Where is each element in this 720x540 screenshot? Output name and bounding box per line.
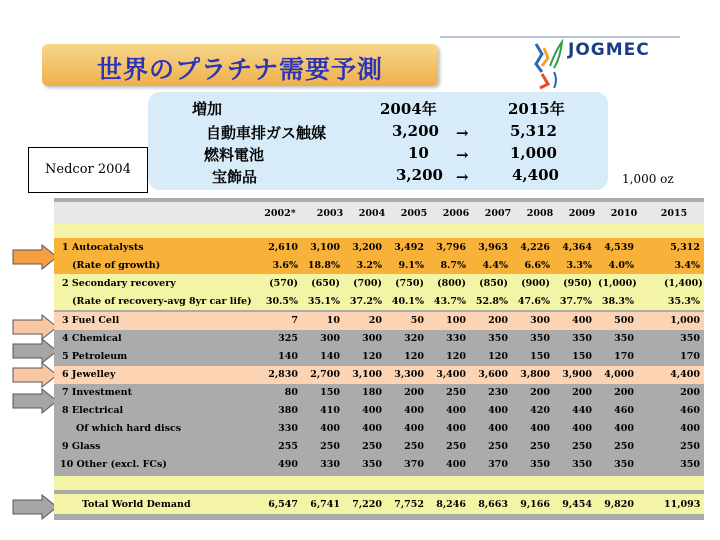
row-label: 7 Investment <box>62 387 132 398</box>
table-cell: 52.8% <box>475 296 508 307</box>
table-cell: (750) <box>395 278 424 289</box>
row-label: 5 Petroleum <box>62 351 128 362</box>
table-cell: 350 <box>614 333 634 344</box>
table-cell: 250 <box>446 441 466 452</box>
table-cell: 5,312 <box>670 242 700 253</box>
table-cell: 9,166 <box>520 499 550 510</box>
table-cell: 400 <box>614 423 634 434</box>
table-cell: 120 <box>362 351 382 362</box>
row-label: Total World Demand <box>82 499 191 510</box>
logo-mark-icon <box>528 36 568 90</box>
table-cell: 400 <box>320 423 340 434</box>
table-cell: 4,539 <box>604 242 634 253</box>
table-cell: 350 <box>614 459 634 470</box>
table-cell: 10 <box>326 315 340 326</box>
table-cell: 100 <box>446 315 466 326</box>
row-markers <box>12 244 58 534</box>
row-label: 9 Glass <box>62 441 101 452</box>
table-cell: 370 <box>404 459 424 470</box>
arrow-marker-icon <box>12 388 58 414</box>
table-cell: 300 <box>362 333 382 344</box>
table-cell: 250 <box>614 441 634 452</box>
table-cell: 350 <box>680 333 700 344</box>
arrow-marker-icon <box>12 244 58 270</box>
table-cell: 400 <box>680 423 700 434</box>
table-cell: 400 <box>404 405 424 416</box>
table-cell: 200 <box>488 315 508 326</box>
year-header: 2009 <box>568 208 596 219</box>
table-cell: 350 <box>530 459 550 470</box>
value-2015: 5,312 <box>510 122 557 140</box>
summary-item: 自動車排ガス触媒 <box>206 124 327 142</box>
row-label: 8 Electrical <box>62 405 124 416</box>
table-cell: 200 <box>530 387 550 398</box>
table-cell: 400 <box>572 423 592 434</box>
table-cell: 1,000 <box>670 315 700 326</box>
arrow: → <box>456 146 469 164</box>
table-cell: (850) <box>479 278 508 289</box>
table-cell: (900) <box>521 278 550 289</box>
table-cell: 8.7% <box>440 260 466 271</box>
year-header: 2010 <box>610 208 638 219</box>
table-cell: 370 <box>488 459 508 470</box>
table-cell: 250 <box>488 441 508 452</box>
table-cell: 140 <box>320 351 340 362</box>
value-2015: 4,400 <box>512 166 559 184</box>
col-2004-header: 2004年 <box>380 100 437 118</box>
page-title: 世界のプラチナ需要予測 <box>96 55 383 84</box>
demand-table <box>54 198 704 520</box>
table-cell: 3,100 <box>310 242 340 253</box>
table-cell: 120 <box>446 351 466 362</box>
arrow: → <box>456 124 469 142</box>
table-cell: (1,000) <box>598 278 637 289</box>
table-cell: 330 <box>278 423 298 434</box>
table-cell: 350 <box>530 333 550 344</box>
table-cell: 410 <box>320 405 340 416</box>
table-cell: 150 <box>320 387 340 398</box>
table-cell: 320 <box>404 333 424 344</box>
table-cell: 350 <box>362 459 382 470</box>
table-cell: 200 <box>614 387 634 398</box>
year-header: 2005 <box>400 208 428 219</box>
table-cell: 37.2% <box>349 296 382 307</box>
table-cell: 3.4% <box>674 260 700 271</box>
arrow: → <box>456 168 469 186</box>
table-cell: 4,364 <box>562 242 592 253</box>
table-cell: 250 <box>530 441 550 452</box>
table-cell: 460 <box>614 405 634 416</box>
table-cell: 230 <box>488 387 508 398</box>
table-cell: 2,610 <box>268 242 298 253</box>
table-cell: 47.6% <box>517 296 550 307</box>
table-cell: 3,963 <box>478 242 508 253</box>
table-cell: 8,246 <box>436 499 466 510</box>
col-2015-header: 2015年 <box>508 100 565 118</box>
row-label: 6 Jewelley <box>62 369 116 380</box>
value-2015: 1,000 <box>510 144 557 162</box>
table-cell: 2,700 <box>310 369 340 380</box>
row-label: 3 Fuel Cell <box>62 315 120 326</box>
year-header: 2003 <box>316 208 344 219</box>
value-2004: 10 <box>408 144 429 162</box>
table-cell: 300 <box>320 333 340 344</box>
row-label: (Rate of growth) <box>72 260 161 271</box>
table-cell: (1,400) <box>664 278 703 289</box>
table-cell: 9,454 <box>562 499 592 510</box>
table-cell: 120 <box>404 351 424 362</box>
table-cell: 37.7% <box>559 296 592 307</box>
table-cell: 460 <box>680 405 700 416</box>
year-header: 2004 <box>358 208 386 219</box>
year-header: 2007 <box>484 208 512 219</box>
table-cell: 6.6% <box>524 260 550 271</box>
year-header: 2002* <box>264 208 296 219</box>
table-cell: 40.1% <box>391 296 424 307</box>
table-cell: 38.3% <box>601 296 634 307</box>
table-cell: 400 <box>362 423 382 434</box>
year-header: 2008 <box>526 208 554 219</box>
table-cell: 150 <box>572 351 592 362</box>
value-2004: 3,200 <box>392 122 439 140</box>
table-cell: 500 <box>614 315 634 326</box>
table-cell: 330 <box>446 333 466 344</box>
table-cell: 170 <box>680 351 700 362</box>
table-cell: 420 <box>530 405 550 416</box>
table-cell: 3.6% <box>272 260 298 271</box>
table-cell: (800) <box>437 278 466 289</box>
table-cell: 250 <box>446 387 466 398</box>
table-cell: 490 <box>278 459 298 470</box>
table-cell: 3,492 <box>394 242 424 253</box>
row-label: 2 Secondary recovery <box>62 278 176 289</box>
table-cell: 200 <box>680 387 700 398</box>
table-cell: 200 <box>404 387 424 398</box>
table-cell: 6,741 <box>310 499 340 510</box>
table-cell: 20 <box>368 315 382 326</box>
jogmec-logo <box>528 36 668 90</box>
table-cell: 3,600 <box>478 369 508 380</box>
table-cell: 400 <box>446 459 466 470</box>
table-cell: 3,800 <box>520 369 550 380</box>
table-cell: (950) <box>563 278 592 289</box>
table-cell: 9.1% <box>398 260 424 271</box>
table-cell: 250 <box>320 441 340 452</box>
table-cell: 3,900 <box>562 369 592 380</box>
table-cell: 350 <box>488 333 508 344</box>
table-cell: 440 <box>572 405 592 416</box>
arrow-marker-icon <box>12 494 58 520</box>
table-cell: 3.3% <box>566 260 592 271</box>
table-cell: 9,820 <box>604 499 634 510</box>
table-cell: 4,226 <box>520 242 550 253</box>
row-label: 1 Autocatalysts <box>62 242 144 253</box>
table-cell: 4,400 <box>670 369 700 380</box>
table-cell: 11,093 <box>664 499 701 510</box>
table-cell: 200 <box>572 387 592 398</box>
arrow-marker-icon <box>12 314 58 340</box>
table-cell: 80 <box>284 387 298 398</box>
table-cell: 6,547 <box>268 499 298 510</box>
table-cell: 2,830 <box>268 369 298 380</box>
row-label: (Rate of recovery-avg 8yr car life) <box>72 296 252 307</box>
table-cell: 325 <box>278 333 298 344</box>
table-cell: 400 <box>572 315 592 326</box>
table-cell: 43.7% <box>433 296 466 307</box>
summary-item: 燃料電池 <box>204 146 265 164</box>
row-label: 4 Chemical <box>62 333 122 344</box>
table-cell: 400 <box>404 423 424 434</box>
table-cell: 330 <box>320 459 340 470</box>
table-cell: 350 <box>680 459 700 470</box>
increase-label: 増加 <box>192 100 223 118</box>
unit-label: 1,000 oz <box>622 172 674 186</box>
logo-text: JOGMEC <box>568 40 650 60</box>
table-cell: 350 <box>572 459 592 470</box>
table-cell: 400 <box>446 405 466 416</box>
year-header: 2006 <box>442 208 470 219</box>
table-cell: 140 <box>278 351 298 362</box>
table-cell: 3,796 <box>436 242 466 253</box>
table-cell: 35.3% <box>667 296 700 307</box>
summary-item: 宝飾品 <box>212 168 258 186</box>
row-label: Of which hard discs <box>76 423 182 434</box>
table-cell: 170 <box>614 351 634 362</box>
table-cell: 4,000 <box>604 369 634 380</box>
table-cell: 4.0% <box>608 260 634 271</box>
table-cell: 400 <box>488 423 508 434</box>
table-cell: 30.5% <box>265 296 298 307</box>
table-cell: (700) <box>353 278 382 289</box>
year-header: 2015 <box>660 208 688 219</box>
table-cell: 4.4% <box>482 260 508 271</box>
table-cell: 250 <box>680 441 700 452</box>
table-cell: 300 <box>530 315 550 326</box>
table-cell: (570) <box>269 278 298 289</box>
table-cell: 3,400 <box>436 369 466 380</box>
arrow-marker-icon <box>12 338 58 364</box>
table-cell: 35.1% <box>307 296 340 307</box>
table-cell: 8,663 <box>478 499 508 510</box>
table-cell: 350 <box>572 333 592 344</box>
table-cell: 3,300 <box>394 369 424 380</box>
table-cell: 250 <box>572 441 592 452</box>
table-cell: 250 <box>362 441 382 452</box>
title-banner <box>42 44 438 86</box>
demand-summary <box>148 92 608 190</box>
table-cell: 7,220 <box>352 499 382 510</box>
table-cell: 3,200 <box>352 242 382 253</box>
table-cell: 7,752 <box>394 499 424 510</box>
nedcor-label: Nedcor 2004 <box>28 147 148 193</box>
table-cell: 250 <box>404 441 424 452</box>
arrow-marker-icon <box>12 362 58 388</box>
table-cell: 3.2% <box>356 260 382 271</box>
table-cell: 150 <box>530 351 550 362</box>
table-cell: 400 <box>446 423 466 434</box>
value-2004: 3,200 <box>396 166 443 184</box>
table-cell: 400 <box>488 405 508 416</box>
table-cell: 7 <box>291 315 298 326</box>
table-cell: 255 <box>278 441 298 452</box>
table-cell: 120 <box>488 351 508 362</box>
table-cell: 400 <box>362 405 382 416</box>
table-cell: 3,100 <box>352 369 382 380</box>
row-label: 10 Other (excl. FCs) <box>60 459 167 470</box>
table-cell: 180 <box>362 387 382 398</box>
table-cell: 380 <box>278 405 298 416</box>
table-cell: 400 <box>530 423 550 434</box>
table-cell: 50 <box>410 315 424 326</box>
table-cell: 18.8% <box>307 260 340 271</box>
table-cell: (650) <box>311 278 340 289</box>
